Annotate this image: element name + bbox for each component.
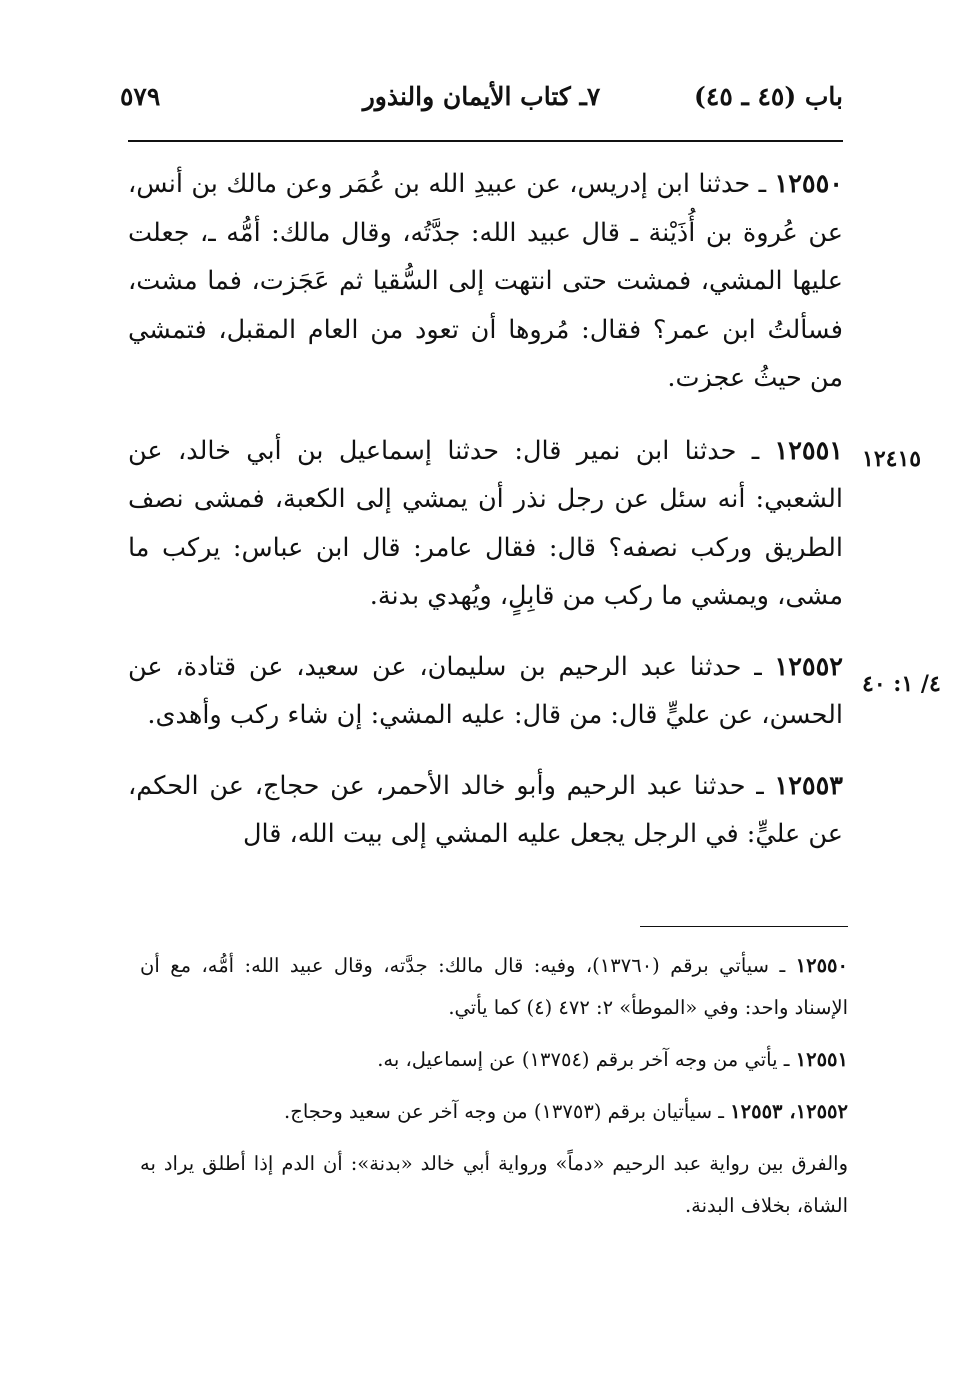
hadith-paragraph <box>128 427 843 621</box>
footnote <box>140 1039 848 1081</box>
footnote-number: ١٢٥٥٢، ١٢٥٥٣ <box>730 1100 848 1123</box>
book-title: ٧ـ كتاب الأيمان والنذور <box>362 82 601 111</box>
footnote <box>140 945 848 1029</box>
footnote <box>140 1143 848 1227</box>
footnote <box>140 1091 848 1133</box>
footnote-number: ١٢٥٥١ <box>795 1048 848 1071</box>
hadith-number: ١٢٥٥٢ <box>774 651 843 682</box>
footnotes <box>140 945 848 1237</box>
footnote-text: ـ سيأتي برقم (١٣٧٦٠)، وفيه: قال مالك: جدَّته، وقال عبيد الله: أمُّه، مع أن الإسناد واحد: وفي «الموطأ» ٢: ٤٧٢ (٤) كما يأتي. <box>140 954 848 1019</box>
hadith-text: ـ حدثنا عبد الرحيم وأبو خالد الأحمر، عن حجاج، عن الحكم، عن عليٍّ: في الرجل يجعل عليه المشي إلى بيت الله، قال <box>128 770 843 849</box>
hadith-text: ـ حدثنا عبد الرحيم بن سليمان، عن سعيد، عن قتادة، عن الحسن، عن عليٍّ قال: من قال: عليه المشي: إن شاء ركب وأهدى. <box>128 651 843 730</box>
hadith-text: ـ حدثنا ابن إدريس، عن عبيدِ الله بن عُمَر وعن مالك بن أنس، عن عُروة بن أُذَيْنة ـ قال عبيد الله: جدَّتُه، وقال مالك: أمُّه ـ، جعلت عليها المشي، فمشت حتى انتهت إلى السُّقيا ثم عَجَزت، فما مشت، فسألتُ ابن عمر؟ فقال: مُروها أن تعود من العام المقبل، فتمشي من حيثُ عجزت. <box>128 169 843 393</box>
side-reference: ١٢٤١٥ <box>862 446 922 472</box>
side-reference: ٤/ ١: ٤٠ <box>862 671 941 697</box>
hadith-paragraph <box>128 643 843 740</box>
hadith-paragraph <box>128 160 843 403</box>
hadith-text: ـ حدثنا ابن نمير قال: حدثنا إسماعيل بن أبي خالد، عن الشعبي: أنه سئل عن رجل نذر أن يمشي إلى الكعبة، فمشى نصف الطريق وركب نصفه؟ قال: فقال عامر: قال ابن عباس: يركب ما مشى، ويمشي ما ركب من قابِلٍ، ويُهدي بدنة. <box>128 435 843 611</box>
hadith-number: ١٢٥٥٠ <box>774 169 843 199</box>
hadith-paragraph <box>128 762 843 859</box>
header-rule <box>128 140 843 142</box>
main-text <box>128 160 843 859</box>
chapter-title: باب (٤٥ ـ ٤٥) <box>694 82 843 111</box>
footnote-text: ـ يأتي من وجه آخر برقم (١٣٧٥٤) عن إسماعيل، به. <box>377 1048 790 1071</box>
footnote-text: ـ سيأتيان برقم (١٣٧٥٣) من وجه آخر عن سعيد وحجاج. <box>284 1100 724 1123</box>
page-number: ٥٧٩ <box>120 82 161 111</box>
footnote-rule <box>640 926 848 927</box>
footnote-number: ١٢٥٥٠ <box>795 954 849 977</box>
footnote-text: والفرق بين رواية عبد الرحيم «دماً» ورواية أبي خالد «بدنة»: أن الدم إذا أطلق يراد به الشاة، بخلاف البدنة. <box>140 1152 848 1217</box>
hadith-number: ١٢٥٥٣ <box>774 770 843 801</box>
page-header <box>120 82 843 122</box>
hadith-number: ١٢٥٥١ <box>774 435 843 466</box>
